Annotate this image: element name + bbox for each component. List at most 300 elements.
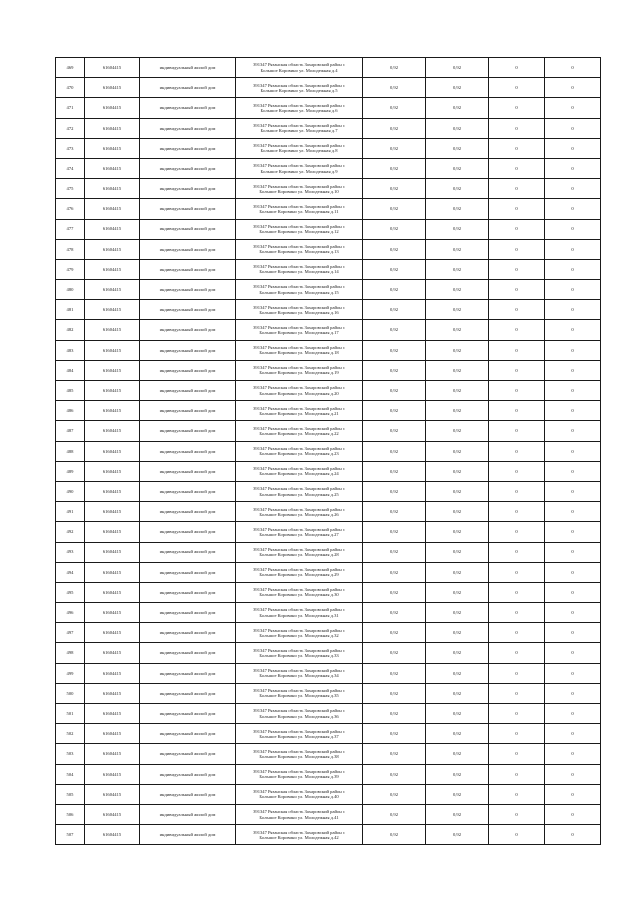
address-line: Большое Коровино ул. Молодежная д.36 <box>259 713 339 719</box>
value-1-cell: 0,92 <box>363 421 426 441</box>
address-cell <box>236 219 363 239</box>
table-row <box>56 259 601 279</box>
row-number-cell: 506 <box>56 804 85 824</box>
value-1-cell: 0,92 <box>363 764 426 784</box>
row-number-cell: 482 <box>56 320 85 340</box>
row-number-cell: 476 <box>56 199 85 219</box>
table-row <box>56 441 601 461</box>
building-type-cell: индивидуальный жилой дом <box>140 764 236 784</box>
address-cell <box>236 158 363 178</box>
oktmo-code-cell: 61604415 <box>85 603 140 623</box>
value-1-cell: 0,92 <box>363 118 426 138</box>
value-1-cell: 0,92 <box>363 562 426 582</box>
oktmo-code-cell: 61604415 <box>85 643 140 663</box>
building-type-cell: индивидуальный жилой дом <box>140 179 236 199</box>
oktmo-code-cell: 61604415 <box>85 239 140 259</box>
value-1-cell: 0,92 <box>363 502 426 522</box>
address-cell <box>236 360 363 380</box>
value-2-cell: 0,92 <box>426 643 489 663</box>
value-4-cell: 0 <box>545 603 601 623</box>
value-3-cell: 0 <box>489 663 545 683</box>
value-4-cell: 0 <box>545 421 601 441</box>
address-line: 391347 Рязанская область Захаровский район с <box>253 748 345 754</box>
address-line: Большое Коровино ул. Молодежная д.32 <box>259 632 339 638</box>
value-4-cell: 0 <box>545 441 601 461</box>
address-line: Большое Коровино ул. Молодежная д.10 <box>259 188 339 194</box>
value-2-cell: 0,92 <box>426 158 489 178</box>
address-line: Большое Коровино ул. Молодежная д.14 <box>259 269 339 275</box>
row-number-cell: 480 <box>56 280 85 300</box>
value-3-cell: 0 <box>489 764 545 784</box>
value-2-cell: 0,92 <box>426 825 489 845</box>
address-line: 391347 Рязанская область Захаровский район с <box>253 324 345 330</box>
address-cell <box>236 381 363 401</box>
table-row <box>56 603 601 623</box>
value-1-cell: 0,92 <box>363 461 426 481</box>
address-line: Большое Коровино ул. Молодежная д.12 <box>259 229 339 235</box>
value-3-cell: 0 <box>489 744 545 764</box>
table-row <box>56 199 601 219</box>
value-3-cell: 0 <box>489 804 545 824</box>
value-3-cell: 0 <box>489 623 545 643</box>
oktmo-code-cell: 61604415 <box>85 401 140 421</box>
building-type-cell: индивидуальный жилой дом <box>140 239 236 259</box>
value-3-cell: 0 <box>489 118 545 138</box>
oktmo-code-cell: 61604415 <box>85 522 140 542</box>
oktmo-code-cell: 61604415 <box>85 461 140 481</box>
address-cell <box>236 663 363 683</box>
table-row <box>56 704 601 724</box>
value-4-cell: 0 <box>545 683 601 703</box>
oktmo-code-cell: 61604415 <box>85 582 140 602</box>
address-line: 391347 Рязанская область Захаровский район с <box>253 587 345 593</box>
building-type-cell: индивидуальный жилой дом <box>140 683 236 703</box>
value-3-cell: 0 <box>489 724 545 744</box>
value-3-cell: 0 <box>489 300 545 320</box>
value-2-cell: 0,92 <box>426 461 489 481</box>
building-type-cell: индивидуальный жилой дом <box>140 381 236 401</box>
value-1-cell: 0,92 <box>363 401 426 421</box>
value-4-cell: 0 <box>545 542 601 562</box>
value-1-cell: 0,92 <box>363 98 426 118</box>
value-2-cell: 0,92 <box>426 98 489 118</box>
oktmo-code-cell: 61604415 <box>85 158 140 178</box>
oktmo-code-cell: 61604415 <box>85 784 140 804</box>
value-3-cell: 0 <box>489 320 545 340</box>
address-line: 391347 Рязанская область Захаровский район с <box>253 607 345 613</box>
building-type-cell: индивидуальный жилой дом <box>140 704 236 724</box>
value-4-cell: 0 <box>545 522 601 542</box>
value-4-cell: 0 <box>545 663 601 683</box>
address-line: 391347 Рязанская область Захаровский район с <box>253 405 345 411</box>
address-line: 391347 Рязанская область Захаровский район с <box>253 688 345 694</box>
value-3-cell: 0 <box>489 542 545 562</box>
address-line: Большое Коровино ул. Молодежная д.24 <box>259 471 339 477</box>
value-4-cell: 0 <box>545 744 601 764</box>
table-row <box>56 381 601 401</box>
table-body <box>56 58 601 845</box>
value-4-cell: 0 <box>545 280 601 300</box>
table-row <box>56 542 601 562</box>
address-line: 391347 Рязанская область Захаровский район с <box>253 284 345 290</box>
value-1-cell: 0,92 <box>363 219 426 239</box>
address-cell <box>236 58 363 78</box>
row-number-cell: 502 <box>56 724 85 744</box>
value-4-cell: 0 <box>545 804 601 824</box>
value-4-cell: 0 <box>545 381 601 401</box>
oktmo-code-cell: 61604415 <box>85 300 140 320</box>
row-number-cell: 481 <box>56 300 85 320</box>
value-4-cell: 0 <box>545 98 601 118</box>
value-1-cell: 0,92 <box>363 138 426 158</box>
table-row <box>56 522 601 542</box>
value-2-cell: 0,92 <box>426 179 489 199</box>
address-line: Большое Коровино ул. Молодежная д.35 <box>259 693 339 699</box>
address-cell <box>236 199 363 219</box>
value-1-cell: 0,92 <box>363 704 426 724</box>
address-line: Большое Коровино ул. Молодежная д.20 <box>259 390 339 396</box>
value-4-cell: 0 <box>545 58 601 78</box>
oktmo-code-cell: 61604415 <box>85 320 140 340</box>
address-cell <box>236 804 363 824</box>
table-row <box>56 623 601 643</box>
address-cell <box>236 179 363 199</box>
table-row <box>56 98 601 118</box>
row-number-cell: 498 <box>56 643 85 663</box>
oktmo-code-cell: 61604415 <box>85 381 140 401</box>
address-line: 391347 Рязанская область Захаровский район с <box>253 526 345 532</box>
address-line: Большое Коровино ул. Молодежная д.33 <box>259 653 339 659</box>
building-type-cell: индивидуальный жилой дом <box>140 340 236 360</box>
table-row <box>56 502 601 522</box>
value-4-cell: 0 <box>545 643 601 663</box>
oktmo-code-cell: 61604415 <box>85 259 140 279</box>
address-cell <box>236 562 363 582</box>
table-row <box>56 643 601 663</box>
table-row <box>56 158 601 178</box>
table-row <box>56 744 601 764</box>
row-number-cell: 473 <box>56 138 85 158</box>
value-4-cell: 0 <box>545 582 601 602</box>
address-cell <box>236 704 363 724</box>
value-4-cell: 0 <box>545 360 601 380</box>
building-type-cell: индивидуальный жилой дом <box>140 784 236 804</box>
table-row <box>56 784 601 804</box>
value-1-cell: 0,92 <box>363 441 426 461</box>
table-row <box>56 360 601 380</box>
oktmo-code-cell: 61604415 <box>85 542 140 562</box>
table-row <box>56 481 601 501</box>
value-1-cell: 0,92 <box>363 58 426 78</box>
row-number-cell: 478 <box>56 239 85 259</box>
table-row <box>56 219 601 239</box>
value-1-cell: 0,92 <box>363 340 426 360</box>
address-line: Большое Коровино ул. Молодежная д.22 <box>259 430 339 436</box>
address-line: Большое Коровино ул. Молодежная д.41 <box>259 814 339 820</box>
address-line: 391347 Рязанская область Захаровский район с <box>253 466 345 472</box>
value-2-cell: 0,92 <box>426 381 489 401</box>
row-number-cell: 483 <box>56 340 85 360</box>
oktmo-code-cell: 61604415 <box>85 724 140 744</box>
address-cell <box>236 481 363 501</box>
address-line: Большое Коровино ул. Молодежная д.31 <box>259 612 339 618</box>
value-3-cell: 0 <box>489 562 545 582</box>
value-4-cell: 0 <box>545 78 601 98</box>
building-type-cell: индивидуальный жилой дом <box>140 582 236 602</box>
building-type-cell: индивидуальный жилой дом <box>140 461 236 481</box>
table-row <box>56 421 601 441</box>
building-type-cell: индивидуальный жилой дом <box>140 259 236 279</box>
value-2-cell: 0,92 <box>426 259 489 279</box>
value-1-cell: 0,92 <box>363 683 426 703</box>
address-line: Большое Коровино ул. Молодежная д.37 <box>259 733 339 739</box>
row-number-cell: 479 <box>56 259 85 279</box>
address-cell <box>236 683 363 703</box>
value-3-cell: 0 <box>489 219 545 239</box>
oktmo-code-cell: 61604415 <box>85 804 140 824</box>
oktmo-code-cell: 61604415 <box>85 623 140 643</box>
oktmo-code-cell: 61604415 <box>85 219 140 239</box>
value-1-cell: 0,92 <box>363 825 426 845</box>
value-2-cell: 0,92 <box>426 582 489 602</box>
value-2-cell: 0,92 <box>426 300 489 320</box>
value-2-cell: 0,92 <box>426 502 489 522</box>
value-3-cell: 0 <box>489 522 545 542</box>
address-line: Большое Коровино ул. Молодежная д.40 <box>259 794 339 800</box>
value-1-cell: 0,92 <box>363 542 426 562</box>
oktmo-code-cell: 61604415 <box>85 98 140 118</box>
oktmo-code-cell: 61604415 <box>85 118 140 138</box>
value-2-cell: 0,92 <box>426 683 489 703</box>
value-3-cell: 0 <box>489 421 545 441</box>
value-1-cell: 0,92 <box>363 623 426 643</box>
row-number-cell: 507 <box>56 825 85 845</box>
table-row <box>56 724 601 744</box>
building-type-cell: индивидуальный жилой дом <box>140 78 236 98</box>
address-cell <box>236 502 363 522</box>
table-row <box>56 663 601 683</box>
value-3-cell: 0 <box>489 683 545 703</box>
address-line: Большое Коровино ул. Молодежная д.9 <box>260 168 338 174</box>
address-line: 391347 Рязанская область Захаровский район с <box>253 567 345 573</box>
oktmo-code-cell: 61604415 <box>85 663 140 683</box>
building-type-cell: индивидуальный жилой дом <box>140 219 236 239</box>
table-row <box>56 804 601 824</box>
value-3-cell: 0 <box>489 280 545 300</box>
value-4-cell: 0 <box>545 239 601 259</box>
building-type-cell: индивидуальный жилой дом <box>140 199 236 219</box>
oktmo-code-cell: 61604415 <box>85 744 140 764</box>
value-4-cell: 0 <box>545 158 601 178</box>
value-1-cell: 0,92 <box>363 179 426 199</box>
row-number-cell: 492 <box>56 522 85 542</box>
row-number-cell: 505 <box>56 784 85 804</box>
address-cell <box>236 522 363 542</box>
table-row <box>56 118 601 138</box>
value-2-cell: 0,92 <box>426 280 489 300</box>
address-line: 391347 Рязанская область Захаровский район с <box>253 809 345 815</box>
address-cell <box>236 724 363 744</box>
address-line: 391347 Рязанская область Захаровский район с <box>253 163 345 169</box>
value-1-cell: 0,92 <box>363 784 426 804</box>
value-2-cell: 0,92 <box>426 401 489 421</box>
value-4-cell: 0 <box>545 724 601 744</box>
value-2-cell: 0,92 <box>426 138 489 158</box>
value-1-cell: 0,92 <box>363 360 426 380</box>
value-2-cell: 0,92 <box>426 744 489 764</box>
value-1-cell: 0,92 <box>363 481 426 501</box>
table-row <box>56 825 601 845</box>
value-4-cell: 0 <box>545 764 601 784</box>
row-number-cell: 497 <box>56 623 85 643</box>
oktmo-code-cell: 61604415 <box>85 562 140 582</box>
address-line: Большое Коровино ул. Молодежная д.25 <box>259 491 339 497</box>
row-number-cell: 501 <box>56 704 85 724</box>
building-type-cell: индивидуальный жилой дом <box>140 441 236 461</box>
building-type-cell: индивидуальный жилой дом <box>140 603 236 623</box>
address-line: 391347 Рязанская область Захаровский район с <box>253 143 345 149</box>
value-1-cell: 0,92 <box>363 603 426 623</box>
row-number-cell: 489 <box>56 461 85 481</box>
building-type-cell: индивидуальный жилой дом <box>140 643 236 663</box>
table-row <box>56 78 601 98</box>
row-number-cell: 503 <box>56 744 85 764</box>
building-type-cell: индивидуальный жилой дом <box>140 360 236 380</box>
address-line: 391347 Рязанская область Захаровский район с <box>253 183 345 189</box>
address-cell <box>236 784 363 804</box>
address-line: 391347 Рязанская область Захаровский район с <box>253 768 345 774</box>
address-cell <box>236 401 363 421</box>
value-4-cell: 0 <box>545 300 601 320</box>
building-type-cell: индивидуальный жилой дом <box>140 542 236 562</box>
value-4-cell: 0 <box>545 784 601 804</box>
address-line: Большое Коровино ул. Молодежная д.28 <box>259 552 339 558</box>
value-2-cell: 0,92 <box>426 239 489 259</box>
building-type-cell: индивидуальный жилой дом <box>140 744 236 764</box>
value-2-cell: 0,92 <box>426 441 489 461</box>
address-line: 391347 Рязанская область Захаровский район с <box>253 486 345 492</box>
address-cell <box>236 138 363 158</box>
address-line: 391347 Рязанская область Захаровский район с <box>253 244 345 250</box>
address-cell <box>236 461 363 481</box>
address-cell <box>236 98 363 118</box>
building-type-cell: индивидуальный жилой дом <box>140 280 236 300</box>
address-line: Большое Коровино ул. Молодежная д.23 <box>259 451 339 457</box>
building-type-cell: индивидуальный жилой дом <box>140 58 236 78</box>
value-4-cell: 0 <box>545 219 601 239</box>
value-3-cell: 0 <box>489 401 545 421</box>
value-3-cell: 0 <box>489 78 545 98</box>
address-line: 391347 Рязанская область Захаровский район с <box>253 264 345 270</box>
address-line: Большое Коровино ул. Молодежная д.16 <box>259 309 339 315</box>
value-4-cell: 0 <box>545 704 601 724</box>
value-1-cell: 0,92 <box>363 259 426 279</box>
value-4-cell: 0 <box>545 179 601 199</box>
oktmo-code-cell: 61604415 <box>85 179 140 199</box>
value-2-cell: 0,92 <box>426 704 489 724</box>
value-3-cell: 0 <box>489 825 545 845</box>
value-1-cell: 0,92 <box>363 744 426 764</box>
value-3-cell: 0 <box>489 704 545 724</box>
oktmo-code-cell: 61604415 <box>85 138 140 158</box>
address-cell <box>236 300 363 320</box>
address-line: Большое Коровино ул. Молодежная д.18 <box>259 350 339 356</box>
oktmo-code-cell: 61604415 <box>85 481 140 501</box>
row-number-cell: 493 <box>56 542 85 562</box>
address-line: 391347 Рязанская область Захаровский район с <box>253 345 345 351</box>
address-line: 391347 Рязанская область Захаровский район с <box>253 668 345 674</box>
value-2-cell: 0,92 <box>426 784 489 804</box>
address-cell <box>236 78 363 98</box>
building-type-cell: индивидуальный жилой дом <box>140 118 236 138</box>
value-2-cell: 0,92 <box>426 663 489 683</box>
address-cell <box>236 542 363 562</box>
address-line: 391347 Рязанская область Захаровский район с <box>253 102 345 108</box>
address-line: Большое Коровино ул. Молодежная д.27 <box>259 531 339 537</box>
value-3-cell: 0 <box>489 259 545 279</box>
value-4-cell: 0 <box>545 118 601 138</box>
table-row <box>56 401 601 421</box>
value-3-cell: 0 <box>489 199 545 219</box>
address-line: Большое Коровино ул. Молодежная д.21 <box>259 410 339 416</box>
address-line: 391347 Рязанская область Захаровский район с <box>253 122 345 128</box>
address-line: 391347 Рязанская область Захаровский район с <box>253 829 345 835</box>
value-3-cell: 0 <box>489 502 545 522</box>
value-4-cell: 0 <box>545 461 601 481</box>
oktmo-code-cell: 61604415 <box>85 502 140 522</box>
value-3-cell: 0 <box>489 481 545 501</box>
address-line: Большое Коровино ул. Молодежная д.39 <box>259 774 339 780</box>
oktmo-code-cell: 61604415 <box>85 825 140 845</box>
oktmo-code-cell: 61604415 <box>85 199 140 219</box>
address-line: Большое Коровино ул. Молодежная д.29 <box>259 572 339 578</box>
address-line: 391347 Рязанская область Захаровский район с <box>253 425 345 431</box>
address-line: Большое Коровино ул. Молодежная д.6 <box>260 107 338 113</box>
value-3-cell: 0 <box>489 58 545 78</box>
row-number-cell: 477 <box>56 219 85 239</box>
oktmo-code-cell: 61604415 <box>85 441 140 461</box>
table-row <box>56 239 601 259</box>
value-2-cell: 0,92 <box>426 562 489 582</box>
address-line: Большое Коровино ул. Молодежная д.11 <box>259 208 339 214</box>
building-type-cell: индивидуальный жилой дом <box>140 804 236 824</box>
address-line: 391347 Рязанская область Захаровский район с <box>253 304 345 310</box>
address-line: Большое Коровино ул. Молодежная д.30 <box>259 592 339 598</box>
oktmo-code-cell: 61604415 <box>85 360 140 380</box>
value-2-cell: 0,92 <box>426 118 489 138</box>
row-number-cell: 495 <box>56 582 85 602</box>
value-2-cell: 0,92 <box>426 340 489 360</box>
value-4-cell: 0 <box>545 401 601 421</box>
value-4-cell: 0 <box>545 199 601 219</box>
row-number-cell: 469 <box>56 58 85 78</box>
row-number-cell: 471 <box>56 98 85 118</box>
building-type-cell: индивидуальный жилой дом <box>140 300 236 320</box>
address-line: Большое Коровино ул. Молодежная д.34 <box>259 673 339 679</box>
table-row <box>56 582 601 602</box>
address-line: 391347 Рязанская область Захаровский район с <box>253 203 345 209</box>
value-1-cell: 0,92 <box>363 199 426 219</box>
row-number-cell: 475 <box>56 179 85 199</box>
address-line: Большое Коровино ул. Молодежная д.38 <box>259 753 339 759</box>
oktmo-code-cell: 61604415 <box>85 280 140 300</box>
value-2-cell: 0,92 <box>426 522 489 542</box>
value-1-cell: 0,92 <box>363 158 426 178</box>
value-3-cell: 0 <box>489 441 545 461</box>
oktmo-code-cell: 61604415 <box>85 58 140 78</box>
row-number-cell: 487 <box>56 421 85 441</box>
address-line: Большое Коровино ул. Молодежная д.26 <box>259 511 339 517</box>
